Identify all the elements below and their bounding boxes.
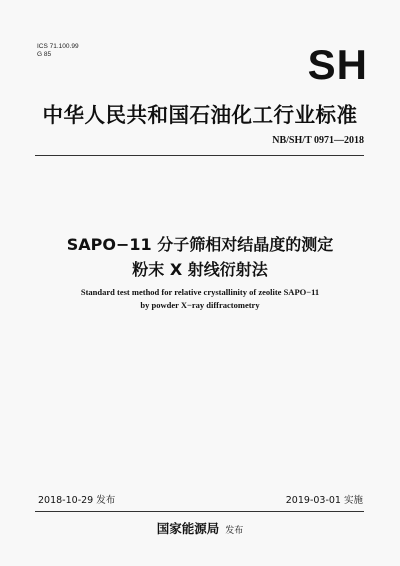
bottom-divider <box>35 511 364 512</box>
publish-date: 2018-10-29 发布 <box>38 495 116 506</box>
standard-category-title: 中华人民共和国石油化工行业标准 <box>42 103 358 127</box>
classification-codes <box>37 43 79 59</box>
implementation-date: 2019-03-01 实施 <box>285 495 363 506</box>
chinese-title-line-2: 粉末 X 射线衍射法 <box>132 260 268 279</box>
standard-number: NB/SH/T 0971—2018 <box>272 135 364 146</box>
issuer-name: 国家能源局 <box>156 521 220 536</box>
sh-logo: SH <box>307 41 368 88</box>
ics-code: ICS 71.100.99 <box>37 43 79 50</box>
english-title-line-1: Standard test method for relative crystallinity of zeolite SAPO−11 <box>80 287 320 297</box>
top-divider <box>35 155 364 156</box>
ccs-code: G 85 <box>37 51 52 58</box>
issuer <box>0 519 400 537</box>
english-title-line-2: by powder X−ray diffractometry <box>140 300 260 310</box>
chinese-title-line-1: SAPO−11 分子筛相对结晶度的测定 <box>66 235 334 254</box>
issuer-suffix: 发布 <box>225 526 244 536</box>
